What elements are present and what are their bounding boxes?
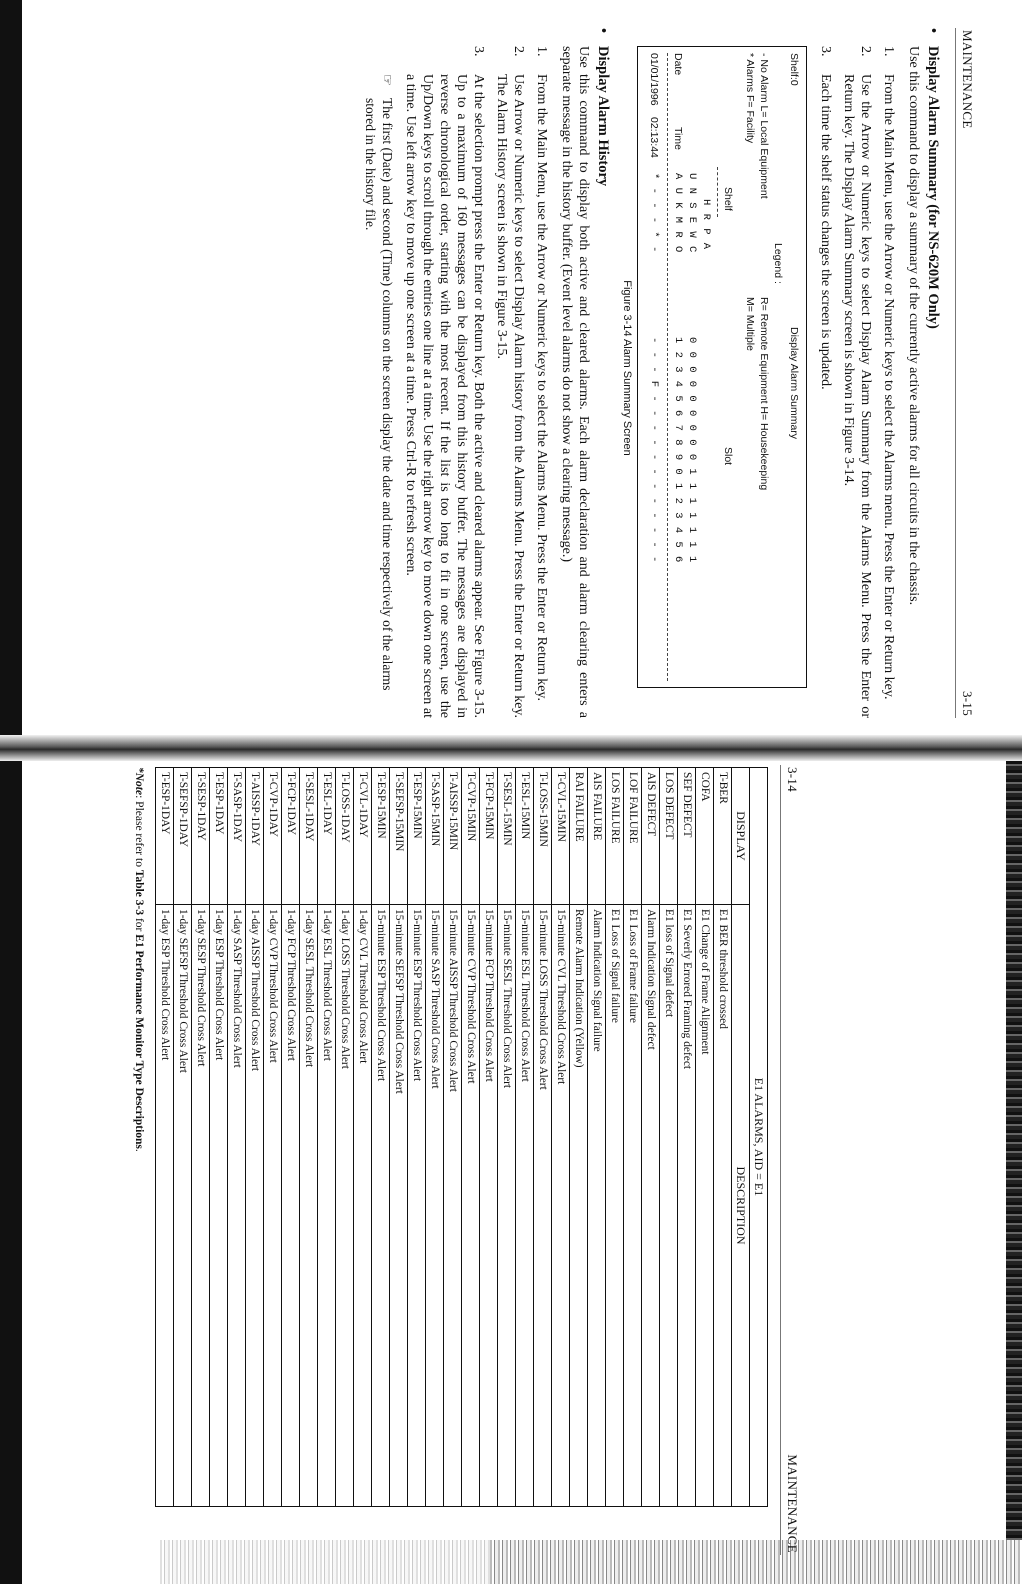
legend-left-2: * Alarms F= Facility <box>744 53 756 144</box>
shelf-letters-row-2: U N S E W C <box>686 173 698 254</box>
step-number: 2. <box>511 46 526 57</box>
alarm-display-cell: T-SEFSP-15MIN <box>390 768 408 905</box>
table-row <box>714 768 732 1507</box>
table-row <box>228 768 246 1507</box>
alarm-display-cell: T-ESP-15MIN <box>408 768 426 905</box>
table-row <box>372 768 390 1507</box>
numbered-step <box>533 46 550 718</box>
legend-right-2: M= Multiple <box>744 297 756 351</box>
step-number: 3. <box>471 46 486 57</box>
note-table-ref: Table 3-3 <box>133 869 145 916</box>
alarm-display-cell: T-FCP-15MIN <box>480 768 498 905</box>
alarm-description-cell: Alarm Indication Signal failure <box>588 905 606 1507</box>
alarm-display-cell: T-BER <box>714 768 732 905</box>
legend-left-1: - No Alarm L= Local Equipment <box>758 53 770 199</box>
note-for: for <box>133 915 145 935</box>
alarm-display-cell: T-LOSS-1DAY <box>336 768 354 905</box>
figure-caption: Figure 3-14 Alarm Summary Screen <box>621 280 633 456</box>
step-text: Use Arrow or Numeric keys to select Display Alarm history from the Alarms Menu. Press the Enter or Return key. The Alarm History screen is shown in Figure 3-15. <box>494 74 526 718</box>
alarm-display-cell: T-ESP-1DAY <box>156 768 174 905</box>
table-row <box>300 768 318 1507</box>
step-list <box>817 28 897 718</box>
alarm-description-cell: E1 BER threshold crossed <box>714 905 732 1507</box>
alarm-description-cell: 15-minute LOSS Threshold Cross Alert <box>534 905 552 1507</box>
table-row <box>192 768 210 1507</box>
alarm-display-cell: T-SESP-1DAY <box>192 768 210 905</box>
alarm-description-cell: 1-day AISSP Threshold Cross Alert <box>246 905 264 1507</box>
row-date: 01/01/1996 <box>648 53 660 106</box>
table-row <box>624 768 642 1507</box>
slot-digits-row-2: 1 2 3 4 5 6 7 8 9 0 1 2 3 4 5 6 <box>672 337 684 564</box>
note-end: . <box>133 1148 145 1152</box>
table-row <box>156 768 174 1507</box>
shelf-letters-row-1: H R P A <box>700 199 712 251</box>
alarm-description-cell: 15-minute CVP Threshold Cross Alert <box>462 905 480 1507</box>
note-title: E1 Performance Monitor Type Descriptions <box>133 934 145 1149</box>
section-intro: Use this command to display both active and cleared alarms. Each alarm declaration and alarm clearing enters a separate message in the history buffer. (Event level alarms do not show a clearing message.) <box>559 46 591 718</box>
alarm-display-cell: T-ESL-1DAY <box>318 768 336 905</box>
alarm-display-cell: T-FCP-1DAY <box>282 768 300 905</box>
numbered-step <box>493 46 527 718</box>
alarm-description-cell: 15-minute ESP Threshold Cross Alert <box>372 905 390 1507</box>
shelf-letters-row-3: A U K M R O <box>672 173 684 254</box>
table-row <box>516 768 534 1507</box>
alarm-display-cell: AIS DEFECT <box>642 768 660 905</box>
header-title: MAINTENANCE <box>960 30 975 129</box>
legend-right-1: R= Remote Equipment H= Housekeeping <box>758 297 770 491</box>
alarm-description-cell: 1-day CVP Threshold Cross Alert <box>264 905 282 1507</box>
table-row <box>696 768 714 1507</box>
alarm-display-cell: T-CVP-15MIN <box>462 768 480 905</box>
alarm-display-cell: COFA <box>696 768 714 905</box>
col-shelf: Shelf <box>722 187 734 211</box>
table-row <box>642 768 660 1507</box>
table-title: E1 ALARMS, AID = E1 <box>750 768 768 1507</box>
page-header <box>780 765 800 1555</box>
table-note <box>133 767 145 1555</box>
alarm-display-cell: T-SASP-15MIN <box>426 768 444 905</box>
alarm-description-cell: E1 Severly Errored Framing defect <box>678 905 696 1507</box>
page-3-15 <box>40 28 975 718</box>
step-text: Each time the shelf status changes the screen is updated. <box>818 74 833 390</box>
col-date: Date <box>672 53 684 76</box>
step-text: From the Main Menu, use the Arrow or Numeric keys to select the Alarms menu. Press the Enter or Return key. <box>881 74 896 700</box>
alarm-description-cell: E1 Loss of Signal failure <box>606 905 624 1507</box>
alarm-summary-screen-figure <box>637 46 807 688</box>
alarm-description-cell: 1-day SESL Threshold Cross Alert <box>300 905 318 1507</box>
numbered-step <box>402 46 487 718</box>
alarm-display-cell: T-AISSP-15MIN <box>444 768 462 905</box>
alarm-description-cell: 15-minute ESL Threshold Cross Alert <box>516 905 534 1507</box>
alarm-description-cell: 1-day SESP Threshold Cross Alert <box>192 905 210 1507</box>
table-row <box>606 768 624 1507</box>
alarm-description-cell: 1-day CVL Threshold Cross Alert <box>354 905 372 1507</box>
table-row <box>318 768 336 1507</box>
alarm-description-cell: 15-minute SEFSP Threshold Cross Alert <box>390 905 408 1507</box>
table-row <box>264 768 282 1507</box>
alarm-display-cell: T-LOSS-15MIN <box>534 768 552 905</box>
alarm-description-cell: 1-day SEFSP Threshold Cross Alert <box>174 905 192 1507</box>
alarm-display-cell: SEF DEFECT <box>678 768 696 905</box>
alarm-display-cell: AIS FAILURE <box>588 768 606 905</box>
alarm-description-cell: 15-minute ESP Threshold Cross Alert <box>408 905 426 1507</box>
row-time: 02:13:44 <box>648 117 660 158</box>
alarm-display-cell: LOS FAILURE <box>606 768 624 905</box>
legend-label: Legend : <box>772 243 784 284</box>
alarm-description-cell: 1-day ESP Threshold Cross Alert <box>210 905 228 1507</box>
alarm-description-cell: 15-minute SESL Threshold Cross Alert <box>498 905 516 1507</box>
alarm-display-cell: T-ESP-15MIN <box>372 768 390 905</box>
alarm-display-cell: T-CVP-1DAY <box>264 768 282 905</box>
table-row <box>426 768 444 1507</box>
numbered-step <box>817 46 834 718</box>
row-slot-status: - - - F - - - - - - - - - - - - <box>648 337 660 564</box>
page-3-14 <box>20 765 800 1555</box>
alarm-description-cell: Alarm Indication Signal defect <box>642 905 660 1507</box>
table-row <box>282 768 300 1507</box>
shelf-label: Shelf:0 <box>788 53 800 86</box>
alarm-display-cell: T-ESP-1DAY <box>210 768 228 905</box>
section-intro: Use this command to display a summary of the currently active alarms for all circuits in the chassis. <box>906 46 921 606</box>
shelf-rule <box>717 167 718 217</box>
table-row <box>462 768 480 1507</box>
table-row <box>354 768 372 1507</box>
hint-text: The first (Date) and second (Time) columns on the screen display the date and time respectively of the alarms stored in the history file. <box>363 98 395 691</box>
table-row <box>588 768 606 1507</box>
alarm-display-cell: T-CVL-15MIN <box>552 768 570 905</box>
scan-page-gutter <box>0 735 1022 761</box>
table-row <box>660 768 678 1507</box>
alarm-description-cell: E1 loss of Signal defect <box>660 905 678 1507</box>
hint-note <box>362 74 396 718</box>
col-description-header: DESCRIPTION <box>732 905 750 1507</box>
alarm-description-cell: 1-day ESP Threshold Cross Alert <box>156 905 174 1507</box>
e1-alarms-table <box>155 767 768 1507</box>
table-row <box>498 768 516 1507</box>
alarm-display-cell: T-SESL-1DAY <box>300 768 318 905</box>
alarm-display-cell: T-SASP-1DAY <box>228 768 246 905</box>
step-number: 2. <box>858 46 873 57</box>
step-text: From the Main Menu, use the Arrow or Numeric keys to select the Alarms Menu. Press the Enter or Return key. <box>534 74 549 702</box>
table-row <box>390 768 408 1507</box>
alarm-description-cell: Remote Alarm Indication (Yellow) <box>570 905 588 1507</box>
alarm-display-cell: T-ESL-15MIN <box>516 768 534 905</box>
table-row <box>678 768 696 1507</box>
numbered-step <box>880 46 897 718</box>
bullet-icon: • <box>925 28 941 34</box>
figure-screen-title: Display Alarm Summary <box>788 327 800 440</box>
table-row <box>336 768 354 1507</box>
table-row <box>246 768 264 1507</box>
alarm-description-cell: 1-day LOSS Threshold Cross Alert <box>336 905 354 1507</box>
table-row <box>534 768 552 1507</box>
step-list <box>402 28 550 718</box>
step-text: Use the Arrow or Numeric keys to select Display Alarm Summary from the Alarms Menu. Press the Enter or Return key. The Display Alarm Summary screen is shown in Figure 3-14. <box>841 74 873 718</box>
table-row <box>570 768 588 1507</box>
alarm-display-cell: T-CVL-1DAY <box>354 768 372 905</box>
alarm-description-cell: 1-day ESL Threshold Cross Alert <box>318 905 336 1507</box>
note-prefix: *Note <box>133 767 145 796</box>
step-number: 1. <box>534 46 549 57</box>
alarm-description-cell: 15-minute FCP Threshold Cross Alert <box>480 905 498 1507</box>
scan-edge-noise <box>1006 761 1022 1584</box>
header-title: MAINTENANCE <box>785 1454 800 1553</box>
alarm-description-cell: 1-day FCP Threshold Cross Alert <box>282 905 300 1507</box>
table-row <box>408 768 426 1507</box>
alarm-display-cell: T-SESL-15MIN <box>498 768 516 905</box>
alarm-description-cell: 1-day SASP Threshold Cross Alert <box>228 905 246 1507</box>
table-row <box>552 768 570 1507</box>
table-row <box>174 768 192 1507</box>
alarm-display-cell: T-AISSP-1DAY <box>246 768 264 905</box>
row-shelf-status: * - - - * - <box>648 173 660 254</box>
table-row <box>480 768 498 1507</box>
step-number: 1. <box>881 46 896 57</box>
page-header <box>955 28 975 718</box>
alarm-display-cell: LOS DEFECT <box>660 768 678 905</box>
page-number: 3-14 <box>785 767 800 793</box>
slot-digits-row-1: 0 0 0 0 0 0 0 0 0 1 1 1 1 1 1 1 <box>686 337 698 564</box>
col-slot: Slot <box>722 447 734 466</box>
table-row <box>210 768 228 1507</box>
step-text: At the selection prompt press the Enter or Return key. Both the active and cleared alarms appear. See Figure 3-15. Up to a maximum of 160 messages can be displayed from this history buffer. The messages are displayed in reverse chronological order, starting with the most recent. If the list is too long to fit in one screen, use the Up/Down keys to scroll through the entries one line at a time. Use the right arrow key to move down one screen at a time. Use left arrow key to move up one screen at a time. Press Ctrl-R to refresh screen. <box>403 74 486 718</box>
alarm-description-cell: 15-minute SASP Threshold Cross Alert <box>426 905 444 1507</box>
col-display-header: DISPLAY <box>732 768 750 905</box>
alarm-description-cell: E1 Change of Frame Alignment <box>696 905 714 1507</box>
note-mid: : Please refer to <box>133 795 145 870</box>
header-rule <box>667 53 668 681</box>
section-heading-alarm-history: •Display Alarm History <box>595 28 611 187</box>
col-time: Time <box>672 127 684 150</box>
alarm-display-cell: RAI FAILURE <box>570 768 588 905</box>
table-body <box>156 768 732 1507</box>
alarm-display-cell: T-SEFSP-1DAY <box>174 768 192 905</box>
page-number: 3-15 <box>960 690 975 716</box>
alarm-description-cell: 15-minute CVL Threshold Cross Alert <box>552 905 570 1507</box>
section-heading-alarm-summary: •Display Alarm Summary (for NS-620M Only) <box>925 28 941 329</box>
alarm-display-cell: LOF FAILURE <box>624 768 642 905</box>
numbered-step <box>840 46 874 718</box>
table-row <box>444 768 462 1507</box>
step-number: 3. <box>818 46 833 57</box>
alarm-description-cell: 15-minute AISSP Threshold Cross Alert <box>444 905 462 1507</box>
pointing-hand-icon: ☞ <box>380 74 395 87</box>
scan-binding-strip <box>0 0 22 1584</box>
alarm-description-cell: E1 Loss of Frame failure <box>624 905 642 1507</box>
bullet-icon: • <box>595 28 611 34</box>
